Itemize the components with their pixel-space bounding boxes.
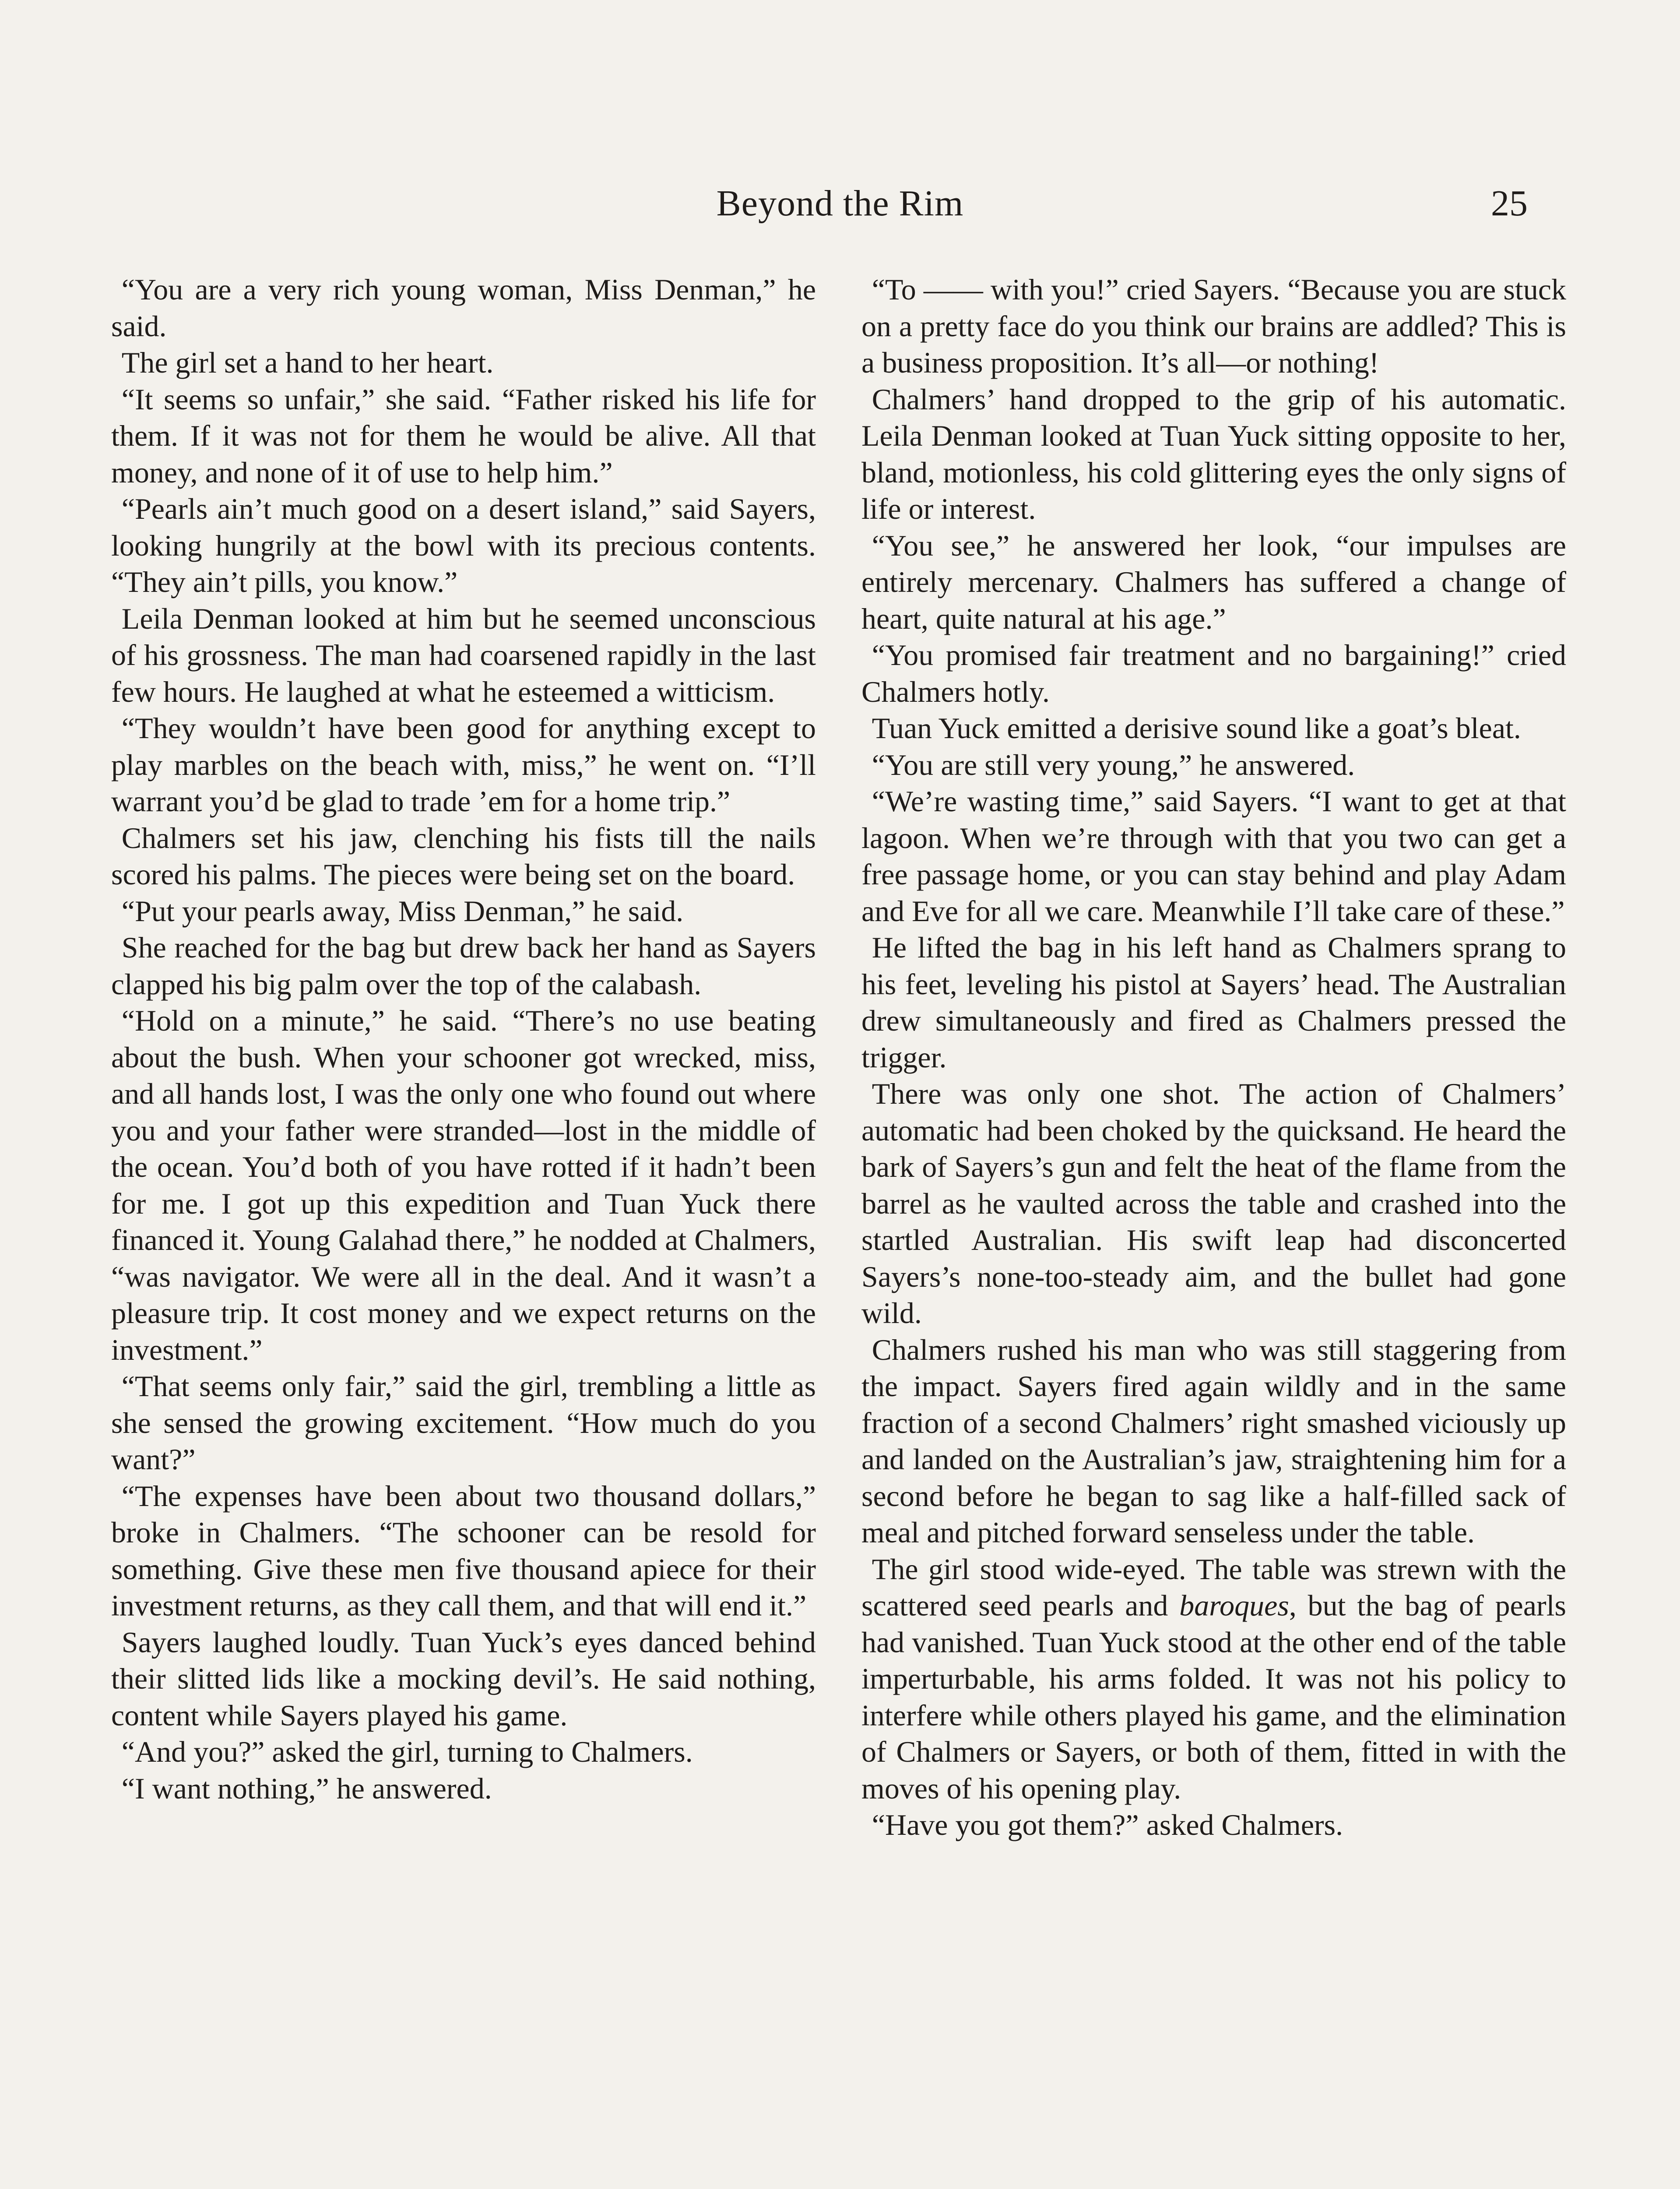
running-title: Beyond the Rim [716, 183, 964, 224]
paragraph: “It seems so unfair,” she said. “Father risked his life for them. If it was not for them he would be alive. All that money, and none of it of use to help him.” [111, 382, 816, 489]
paragraph: Leila Denman looked at him but he seemed unconscious of his grossness. The man had coarsened rapidly in the last few hours. He laughed at what he esteemed a witticism. [111, 602, 816, 708]
paragraph: “Have you got them?” asked Chalmers. [872, 1808, 1343, 1841]
paragraph: Tuan Yuck emitted a derisive sound like a goat’s bleat. [872, 711, 1521, 745]
paragraph: “Pearls ain’t much good on a desert island,” said Sayers, looking hungrily at the bowl with its precious contents. “They ain’t pills, you know.” [111, 492, 816, 598]
right-column [861, 271, 1566, 1844]
paragraph: “We’re wasting time,” said Sayers. “I want to get at that lagoon. When we’re through with that you two can get a free passage home, or you can stay behind and play Adam and Eve for all we care. Meanwhile I’ll take care of these.” [861, 785, 1566, 928]
paragraph: There was only one shot. The action of Chalmers’ automatic had been choked by the quicksand. He heard the bark of Sayers’s gun and felt the heat of the flame from the barrel as he vaulted across the table and crashed into the startled Australian. His swift leap had disconcerted Sayers’s none-too-steady aim, and the bullet had gone wild. [861, 1077, 1566, 1330]
paragraph: Chalmers set his jaw, clenching his fists till the nails scored his palms. The pieces were being set on the board. [111, 821, 816, 891]
paragraph: Sayers laughed loudly. Tuan Yuck’s eyes danced behind their slitted lids like a mocking devil’s. He said nothing, content while Sayers played his game. [111, 1625, 816, 1732]
paragraph: “You promised fair treatment and no bargaining!” cried Chalmers hotly. [861, 638, 1566, 708]
page-header [0, 177, 1680, 230]
paragraph: Chalmers rushed his man who was still staggering from the impact. Sayers fired again wildly and in the same fraction of a second Chalmers’ right smashed viciously up and landed on the Australian’s jaw, straightening him for a second before he began to sag like a half-filled sack of meal and pitched forward senseless under the table. [861, 1333, 1566, 1549]
paragraph: The girl set a hand to her heart. [121, 346, 494, 379]
paragraph: She reached for the bag but drew back her hand as Sayers clapped his big palm over the top of the calabash. [111, 931, 816, 1001]
paragraph: “You are a very rich young woman, Miss Denman,” he said. [111, 273, 816, 343]
text-run: The girl stood wide-eyed. The table was strewn with the scattered seed pearls and [861, 1552, 1566, 1622]
paragraph: “And you?” asked the girl, turning to Chalmers. [121, 1735, 693, 1768]
paragraph: “You see,” he answered her look, “our impulses are entirely mercenary. Chalmers has suffered a change of heart, quite natural at his age.” [861, 528, 1566, 635]
paragraph: “Put your pearls away, Miss Denman,” he said. [121, 894, 684, 928]
paragraph: “Hold on a minute,” he said. “There’s no use beating about the bush. When your schooner got wrecked, miss, and all hands lost, I was the only one who found out where you and your father were stranded—lost in the middle of the ocean. You’d both of you have rotted if it hadn’t been for me. I got up this expedition and Tuan Yuck there financed it. Young Galahad there,” he nodded at Chalmers, “was navigator. We were all in the deal. And it wasn’t a pleasure trip. It cost money and we expect returns on the investment.” [111, 1004, 816, 1366]
left-column [111, 271, 816, 1807]
text-run: , but the bag of pearls had vanished. Tuan Yuck stood at the other end of the table imperturbable, his arms folded. It was not his policy to interfere while others played his game, and the elimination of Chalmers or Sayers, or both of them, fitted in with the moves of his opening play. [861, 1589, 1566, 1805]
paragraph: “To —— with you!” cried Sayers. “Because you are stuck on a pretty face do you think our brains are addled? This is a business proposition. It’s all—or nothing! [861, 273, 1566, 379]
italic-word: baroques [1179, 1589, 1289, 1622]
paragraph: He lifted the bag in his left hand as Chalmers sprang to his feet, leveling his pistol at Sayers’ head. The Australian drew simultaneously and fired as Chalmers pressed the trigger. [861, 931, 1566, 1074]
paragraph: “They wouldn’t have been good for anything except to play marbles on the beach with, miss,” he went on. “I’ll warrant you’d be glad to trade ’em for a home trip.” [111, 711, 816, 818]
paragraph: “The expenses have been about two thousand dollars,” broke in Chalmers. “The schooner can be resold for something. Give these men five thousand apiece for their investment returns, as they call them, and that will end it.” [111, 1479, 816, 1622]
paragraph: “You are still very young,” he answered. [872, 748, 1355, 781]
paragraph-with-italic [861, 1551, 1566, 1807]
page-number: 25 [1491, 183, 1528, 224]
paragraph: “I want nothing,” he answered. [121, 1771, 492, 1805]
paragraph: Chalmers’ hand dropped to the grip of his automatic. Leila Denman looked at Tuan Yuck sitting opposite to her, bland, motionless, his cold glittering eyes the only signs of life or interest. [861, 382, 1566, 525]
paragraph: “That seems only fair,” said the girl, trembling a little as she sensed the growing excitement. “How much do you want?” [111, 1369, 816, 1476]
